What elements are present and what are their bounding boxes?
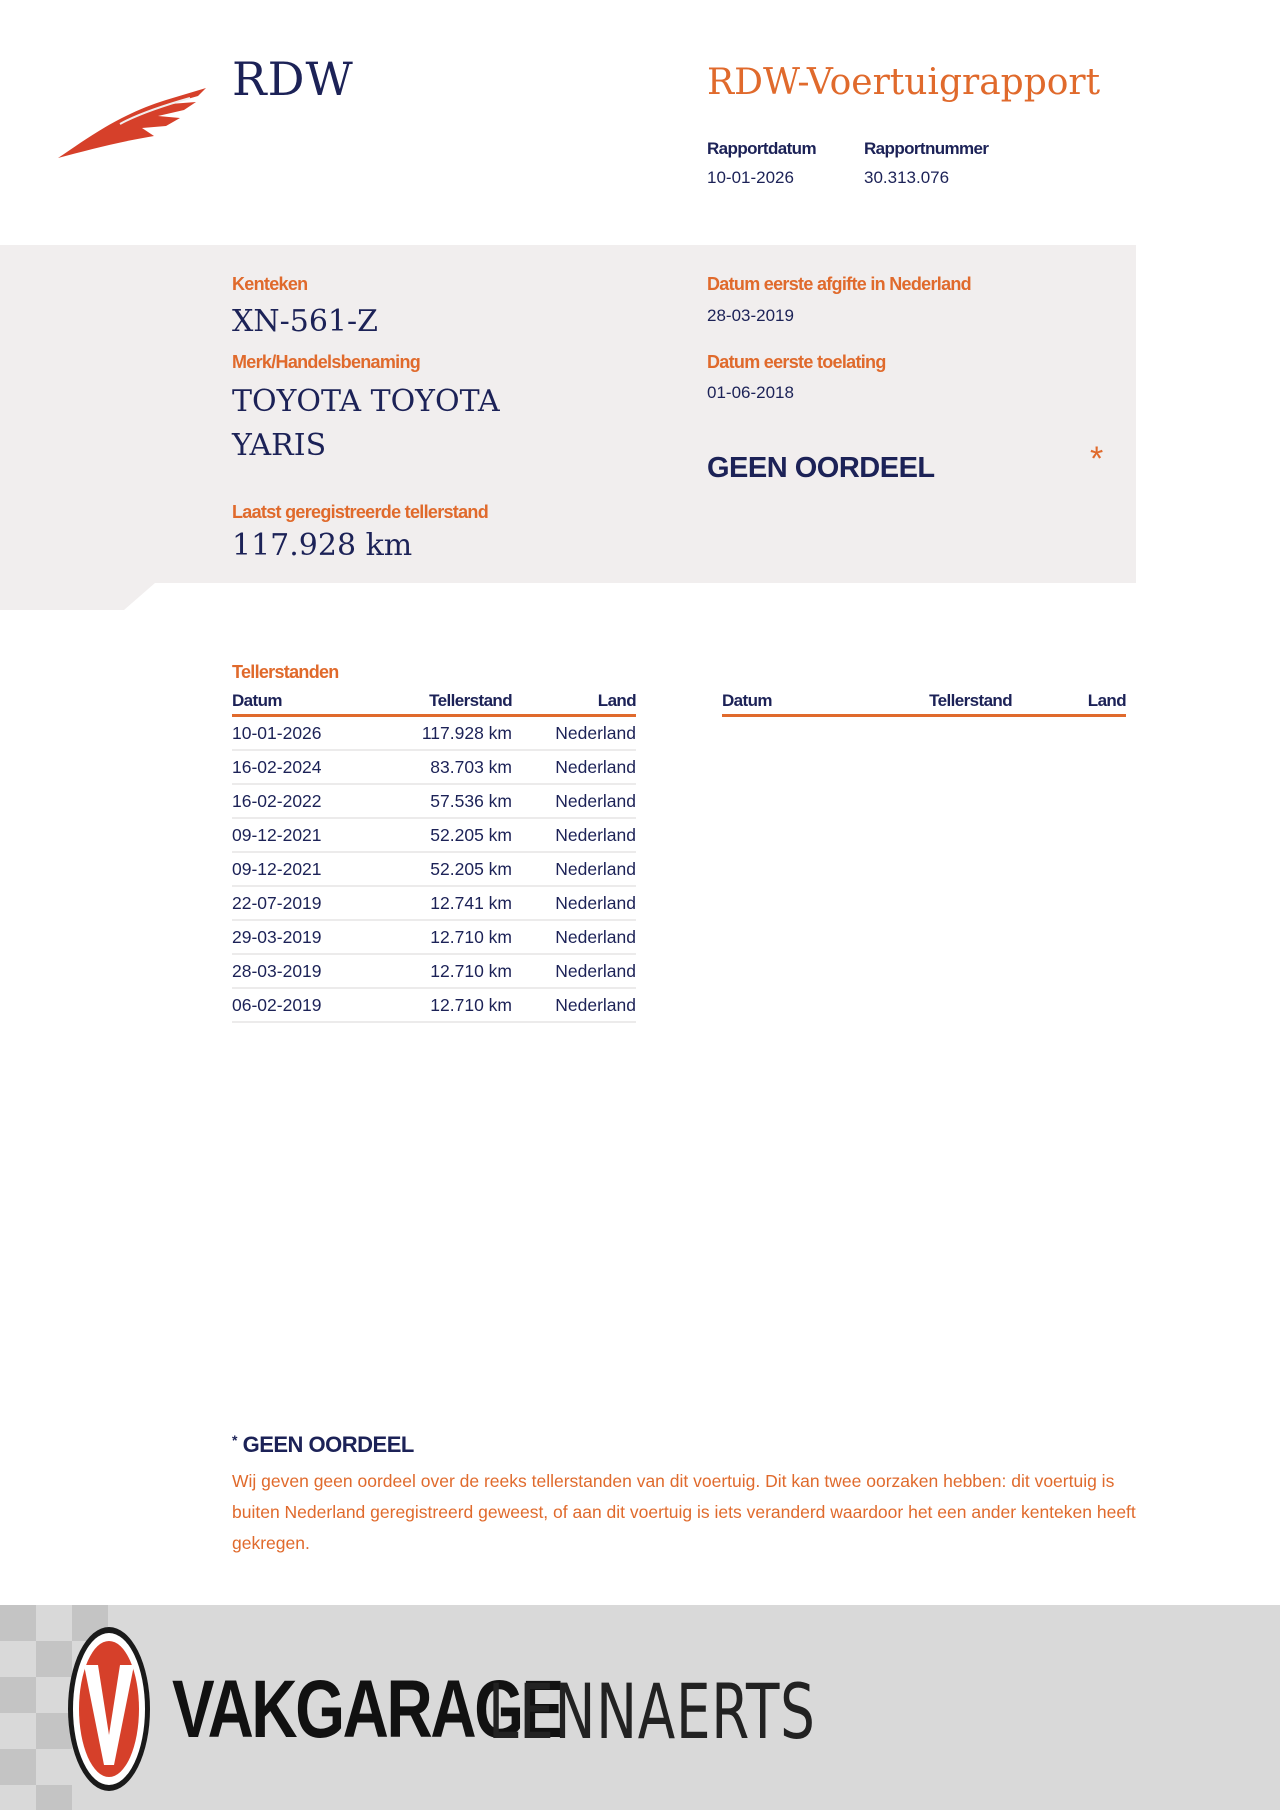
row-country: Nederland xyxy=(512,750,636,784)
row-odometer: 12.741 km xyxy=(372,886,512,920)
row-odometer: 12.710 km xyxy=(372,988,512,1022)
rdw-logo-icon xyxy=(58,80,208,162)
first-admission-value: 01-06-2018 xyxy=(707,383,794,402)
row-date: 16-02-2024 xyxy=(232,750,372,784)
odometer-table-continued xyxy=(722,690,1126,717)
table-row xyxy=(232,988,636,1022)
table-row xyxy=(232,750,636,784)
row-country: Nederland xyxy=(512,784,636,818)
row-country: Nederland xyxy=(512,920,636,954)
odometer-value: 117.928 km xyxy=(232,528,413,563)
column-header-odometer: Tellerstand xyxy=(862,690,1012,716)
footnote-star: * xyxy=(232,1432,237,1448)
row-country: Nederland xyxy=(512,852,636,886)
row-odometer: 52.205 km xyxy=(372,818,512,852)
table-row xyxy=(232,818,636,852)
row-country: Nederland xyxy=(512,954,636,988)
row-country: Nederland xyxy=(512,716,636,751)
row-odometer: 12.710 km xyxy=(372,920,512,954)
report-number-label: Rapportnummer xyxy=(864,139,989,158)
plate-label: Kenteken xyxy=(232,274,308,294)
report-date: 10-01-2026 xyxy=(707,168,794,187)
row-date: 10-01-2026 xyxy=(232,716,372,751)
column-header-date: Datum xyxy=(232,690,372,716)
report-number: 30.313.076 xyxy=(864,168,950,187)
column-header-date: Datum xyxy=(722,690,862,716)
footnote-title-text: GEEN OORDEEL xyxy=(242,1432,414,1457)
plate-value: XN-561-Z xyxy=(232,304,378,339)
table-row xyxy=(232,920,636,954)
footnote-text: Wij geven geen oordeel over de reeks tellerstanden van dit voertuig. Dit kan twee oorzaken hebben: dit voertuig is buiten Nederland geregistreerd geweest, of aan dit voertuig is iets veranderd waardoor het een ander kenteken heeft gekregen. xyxy=(232,1471,1136,1553)
verdict-footnote-mark: * xyxy=(1090,440,1104,478)
column-header-country: Land xyxy=(1012,690,1126,716)
row-date: 06-02-2019 xyxy=(232,988,372,1022)
report-date-label: Rapportdatum xyxy=(707,139,816,158)
column-header-odometer: Tellerstand xyxy=(372,690,512,716)
row-date: 28-03-2019 xyxy=(232,954,372,988)
row-date: 16-02-2022 xyxy=(232,784,372,818)
vehicle-info-panel xyxy=(0,245,1136,610)
row-odometer: 83.703 km xyxy=(372,750,512,784)
dealer-brand-light: LENNAERTS xyxy=(488,1667,816,1756)
odometer-table-title: Tellerstanden xyxy=(232,662,339,682)
row-date: 29-03-2019 xyxy=(232,920,372,954)
odometer-table xyxy=(232,690,636,1023)
rdw-brand: RDW xyxy=(232,52,354,106)
table-row xyxy=(232,886,636,920)
row-date: 09-12-2021 xyxy=(232,818,372,852)
report-title: RDW-Voertuigrapport xyxy=(707,62,1101,103)
vakgarage-logo-icon xyxy=(66,1625,152,1793)
table-row xyxy=(232,784,636,818)
row-odometer: 57.536 km xyxy=(372,784,512,818)
row-country: Nederland xyxy=(512,886,636,920)
row-date: 09-12-2021 xyxy=(232,852,372,886)
make-label: Merk/Handelsbenaming xyxy=(232,352,421,372)
column-header-country: Land xyxy=(512,690,636,716)
row-date: 22-07-2019 xyxy=(232,886,372,920)
make-value-line1: TOYOTA TOYOTA xyxy=(232,384,500,419)
row-country: Nederland xyxy=(512,988,636,1022)
row-odometer: 12.710 km xyxy=(372,954,512,988)
first-nl-label: Datum eerste afgifte in Nederland xyxy=(707,274,971,294)
verdict-text: GEEN OORDEEL xyxy=(707,452,935,484)
first-admission-label: Datum eerste toelating xyxy=(707,352,886,372)
make-value-line2: YARIS xyxy=(232,428,327,463)
table-row xyxy=(232,716,636,751)
table-row xyxy=(232,852,636,886)
dealer-brand-bold: VAKGARAGE xyxy=(172,1664,562,1755)
row-odometer: 52.205 km xyxy=(372,852,512,886)
odometer-label: Laatst geregistreerde tellerstand xyxy=(232,502,489,522)
row-country: Nederland xyxy=(512,818,636,852)
dealer-banner xyxy=(0,1605,1280,1810)
first-nl-value: 28-03-2019 xyxy=(707,306,794,325)
table-row xyxy=(232,954,636,988)
row-odometer: 117.928 km xyxy=(372,716,512,751)
footnote-title xyxy=(232,1432,414,1458)
